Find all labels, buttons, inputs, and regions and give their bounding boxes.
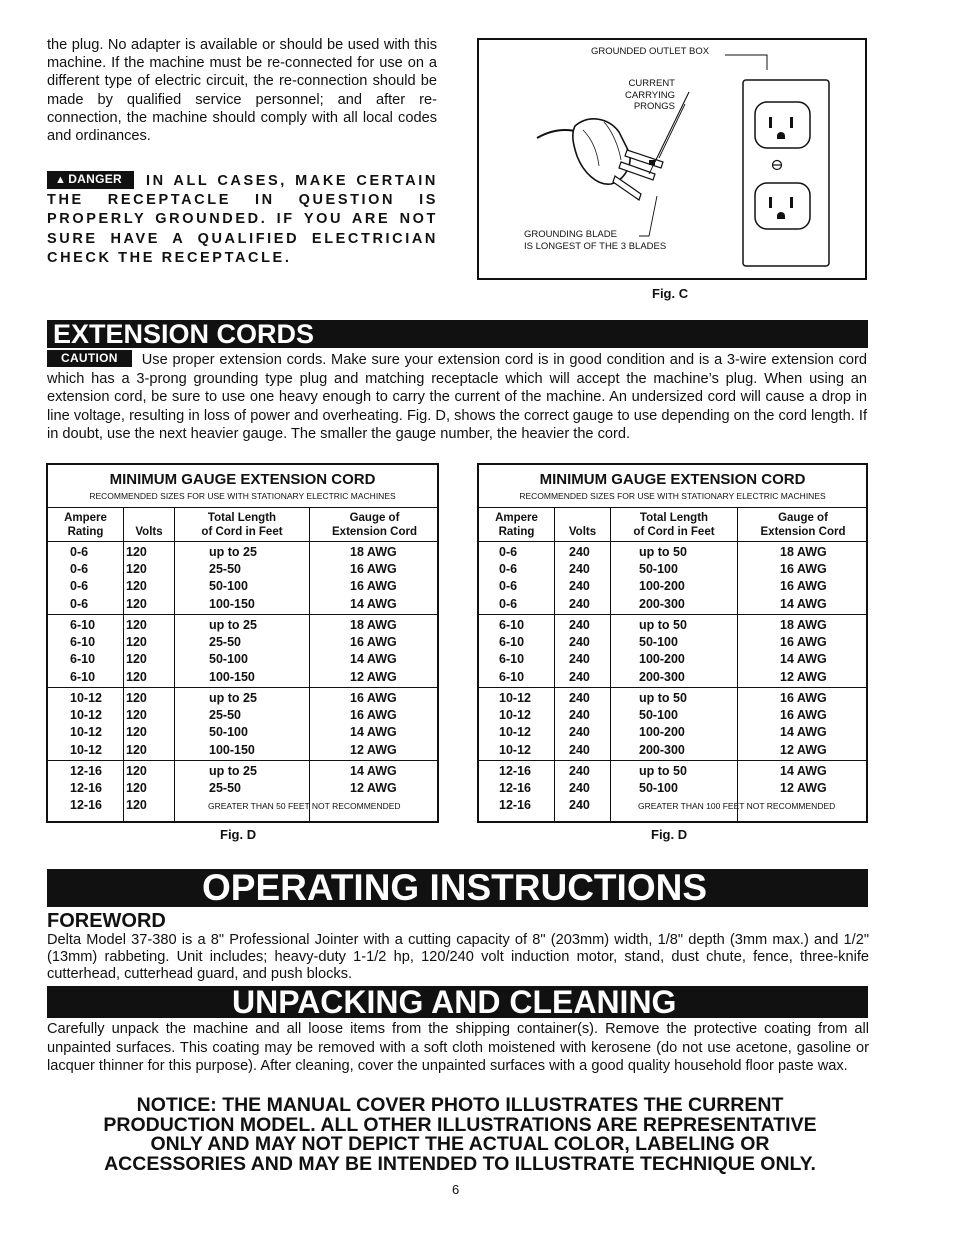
length-cell: 50-100 — [209, 579, 248, 594]
volts-cell: 240 — [569, 708, 590, 723]
gauge-cell: 16 AWG — [780, 708, 827, 723]
figure-d-label-left: Fig. D — [220, 827, 257, 842]
ampere-cell: 0-6 — [70, 596, 89, 611]
ampere-cell: 10-12 — [70, 708, 102, 723]
ampere-cell: 0-6 — [70, 545, 89, 559]
gauge-cell: 16 AWG — [350, 562, 397, 577]
length-cell: 50-100 — [209, 725, 248, 740]
danger-badge: ▲ DANGER — [47, 171, 134, 189]
length-cell: 200-300 — [639, 669, 685, 684]
ampere-cell: 6-10 — [499, 652, 525, 667]
length-cell: up to 50 — [639, 764, 687, 778]
length-cell: 25-50 — [209, 708, 241, 723]
volts-cell: 240 — [569, 669, 590, 684]
header-ampere-rating: Ampere Rating — [64, 512, 107, 538]
volts-cell: 240 — [569, 725, 590, 740]
notice-block — [20, 1096, 900, 1174]
gauge-cell: 14 AWG — [780, 764, 827, 778]
volts-cell: 240 — [569, 742, 590, 757]
length-cell: 100-200 — [639, 652, 685, 667]
extension-cords-heading: EXTENSION CORDS — [47, 320, 868, 348]
table-subtitle: RECOMMENDED SIZES FOR USE WITH STATIONARY ELECTRIC MACHINES — [89, 491, 396, 501]
danger-text: IN ALL CASES, MAKE CERTAIN THE RECEPTACLE IN QUESTION IS PROPERLY GROUNDED. IF YOU ARE NOT SURE HAVE A QUALIFIED ELECTRICIAN CHECK THE RECEPTACLE. — [47, 173, 438, 266]
volts-cell: 120 — [126, 742, 147, 757]
ampere-cell: 0-6 — [499, 579, 518, 594]
gauge-cell: 12 AWG — [350, 669, 397, 684]
length-cell: 50-100 — [639, 708, 678, 723]
volts-cell: 120 — [126, 781, 147, 796]
gauge-cell: 14 AWG — [350, 652, 397, 667]
length-cell: up to 25 — [209, 691, 257, 705]
gauge-table-120v — [46, 463, 439, 823]
table-title: MINIMUM GAUGE EXTENSION CORD — [539, 471, 806, 488]
volts-cell: 240 — [569, 618, 590, 632]
ampere-cell: 12-16 — [70, 764, 102, 778]
header-gauge: Gauge of Extension Cord — [332, 512, 417, 538]
intro-paragraph: the plug. No adapter is available or should be used with this machine. If the machine must be re-connected for use on a different type of electric circuit, the re-connection should be made by qualified service personnel; and after re-connection, the machine should comply with all local codes and ordinances. — [47, 37, 437, 145]
volts-cell: 240 — [569, 635, 590, 650]
danger-notice — [47, 171, 438, 268]
ampere-cell: 12-16 — [70, 798, 102, 813]
ampere-cell: 10-12 — [499, 708, 531, 723]
table-footnote: GREATER THAN 50 FEET NOT RECOMMENDED — [208, 801, 401, 811]
ampere-cell: 10-12 — [499, 691, 531, 705]
length-cell: 25-50 — [209, 562, 241, 577]
volts-cell: 240 — [569, 781, 590, 796]
gauge-cell: 14 AWG — [780, 596, 827, 611]
length-cell: 200-300 — [639, 596, 685, 611]
foreword-heading: FOREWORD — [47, 910, 166, 932]
callout-grounding-blade: GROUNDING BLADE IS LONGEST OF THE 3 BLADES — [524, 229, 667, 252]
unpacking-heading: UNPACKING AND CLEANING — [47, 986, 868, 1018]
volts-cell: 240 — [569, 652, 590, 667]
caution-text: Use proper extension cords. Make sure your extension cord is in good condition and is a 3-wire extension cord which has a 3-prong grounding type plug and matching receptacle which will accept the machine’s plug. When using an extension cord, be sure to use one heavy enough to carry the current of the machine. An undersized cord will cause a drop in line voltage, resulting in loss of power and overheating. Fig. D, shows the correct gauge to use depending on the cord length. If in doubt, use the next heavier gauge. The smaller the gauge number, the heavier the cord. — [47, 352, 867, 443]
volts-cell: 120 — [126, 669, 147, 684]
ampere-cell: 10-12 — [499, 742, 531, 757]
volts-cell: 240 — [569, 764, 590, 778]
header-volts: Volts — [568, 526, 597, 538]
gauge-cell: 16 AWG — [350, 635, 397, 650]
volts-cell: 120 — [126, 798, 147, 813]
gauge-cell: 18 AWG — [350, 618, 397, 632]
foreword-paragraph: Delta Model 37-380 is a 8" Professional Jointer with a cutting capacity of 8" (203mm) width, 1/8" depth (3mm max.) and 1/2" (13mm) rabbeting. Unit includes; heavy-duty 1-1/2 hp, 120/240 volt induction motor, stand, dust chute, fence, three-knife cutterhead, cutterhead guard, and push blocks. — [47, 932, 869, 982]
volts-cell: 120 — [126, 635, 147, 650]
volts-cell: 120 — [126, 596, 147, 611]
caution-paragraph — [47, 350, 867, 444]
header-total-length: Total Length of Cord in Feet — [633, 512, 715, 538]
ampere-cell: 6-10 — [70, 669, 96, 684]
volts-cell: 120 — [126, 764, 147, 778]
gauge-cell: 12 AWG — [350, 781, 397, 796]
gauge-cell: 16 AWG — [350, 691, 397, 705]
volts-cell: 120 — [126, 725, 147, 740]
table-title: MINIMUM GAUGE EXTENSION CORD — [109, 471, 376, 488]
volts-cell: 240 — [569, 545, 590, 559]
operating-instructions-heading: OPERATING INSTRUCTIONS — [47, 869, 868, 907]
ampere-cell: 6-10 — [499, 669, 525, 684]
gauge-cell: 14 AWG — [350, 764, 397, 778]
length-cell: 100-150 — [209, 669, 255, 684]
ampere-cell: 6-10 — [499, 618, 525, 632]
gauge-cell: 16 AWG — [780, 635, 827, 650]
ampere-cell: 10-12 — [70, 742, 102, 757]
header-volts: Volts — [135, 526, 163, 538]
table-subtitle: RECOMMENDED SIZES FOR USE WITH STATIONARY ELECTRIC MACHINES — [519, 491, 826, 501]
callout-grounded-outlet-box: GROUNDED OUTLET BOX — [591, 46, 710, 57]
length-cell: up to 50 — [639, 618, 687, 632]
table-footnote: GREATER THAN 100 FEET NOT RECOMMENDED — [638, 801, 836, 811]
gauge-cell: 12 AWG — [350, 742, 397, 757]
length-cell: up to 50 — [639, 545, 687, 559]
gauge-cell: 14 AWG — [350, 596, 397, 611]
figure-c-box — [477, 38, 867, 280]
callout-current-carrying-prongs: CURRENT CARRYING PRONGS — [625, 78, 675, 112]
ampere-cell: 6-10 — [70, 635, 96, 650]
volts-cell: 120 — [126, 691, 147, 705]
length-cell: up to 25 — [209, 618, 257, 632]
ampere-cell: 0-6 — [499, 596, 518, 611]
gauge-cell: 14 AWG — [350, 725, 397, 740]
volts-cell: 240 — [569, 562, 590, 577]
gauge-cell: 16 AWG — [780, 579, 827, 594]
ampere-cell: 12-16 — [499, 798, 531, 813]
length-cell: up to 25 — [209, 545, 257, 559]
gauge-cell: 16 AWG — [350, 708, 397, 723]
volts-cell: 120 — [126, 545, 147, 559]
volts-cell: 120 — [126, 562, 147, 577]
page-number: 6 — [452, 1182, 460, 1197]
volts-cell: 240 — [569, 596, 590, 611]
gauge-cell: 12 AWG — [780, 669, 827, 684]
length-cell: 25-50 — [209, 781, 241, 796]
length-cell: 100-200 — [639, 579, 685, 594]
length-cell: 100-200 — [639, 725, 685, 740]
ampere-cell: 0-6 — [70, 562, 89, 577]
volts-cell: 240 — [569, 798, 590, 813]
length-cell: 100-150 — [209, 596, 255, 611]
notice-line: ONLY AND MAY NOT DEPICT THE ACTUAL COLOR, LABELING OR — [150, 1133, 770, 1155]
volts-cell: 240 — [569, 579, 590, 594]
volts-cell: 120 — [126, 579, 147, 594]
gauge-table-240v — [477, 463, 868, 823]
length-cell: 50-100 — [639, 635, 678, 650]
header-total-length: Total Length of Cord in Feet — [201, 512, 283, 538]
ampere-cell: 10-12 — [70, 725, 102, 740]
length-cell: 50-100 — [209, 652, 248, 667]
ampere-cell: 0-6 — [70, 579, 89, 594]
gauge-cell: 18 AWG — [350, 545, 397, 559]
unpacking-paragraph: Carefully unpack the machine and all loose items from the shipping container(s). Remove the protective coating from all unpainted surfaces. This coating may be removed with a soft cloth moistened with kerosene (do not use acetone, gasoline or lacquer thinner for this purpose). After cleaning, cover the unpainted surfaces with a good quality household floor paste wax. — [47, 1021, 869, 1075]
length-cell: 50-100 — [639, 781, 678, 796]
ampere-cell: 6-10 — [70, 618, 96, 632]
gauge-cell: 12 AWG — [780, 742, 827, 757]
notice-line: PRODUCTION MODEL. ALL OTHER ILLUSTRATIONS ARE REPRESENTATIVE — [103, 1113, 817, 1136]
volts-cell: 240 — [569, 691, 590, 705]
volts-cell: 120 — [126, 708, 147, 723]
length-cell: 50-100 — [639, 562, 678, 577]
gauge-cell: 14 AWG — [780, 652, 827, 667]
caution-badge: CAUTION — [47, 350, 132, 367]
ampere-cell: 12-16 — [499, 764, 531, 778]
ampere-cell: 12-16 — [499, 781, 531, 796]
gauge-cell: 18 AWG — [780, 545, 827, 559]
ampere-cell: 6-10 — [499, 635, 525, 650]
ampere-cell: 10-12 — [499, 725, 531, 740]
ampere-cell: 0-6 — [499, 545, 518, 559]
gauge-cell: 16 AWG — [350, 579, 397, 594]
ampere-cell: 0-6 — [499, 562, 518, 577]
volts-cell: 120 — [126, 618, 147, 632]
figure-c-label: Fig. C — [652, 286, 689, 301]
header-gauge: Gauge of Extension Cord — [760, 512, 846, 538]
notice-line: ACCESSORIES AND MAY BE INTENDED TO ILLUSTRATE TECHNIQUE ONLY. — [104, 1152, 816, 1175]
gauge-cell: 12 AWG — [780, 781, 827, 796]
ampere-cell: 10-12 — [70, 691, 102, 705]
gauge-cell: 16 AWG — [780, 562, 827, 577]
gauge-cell: 16 AWG — [780, 691, 827, 705]
notice-line: NOTICE: THE MANUAL COVER PHOTO ILLUSTRATES THE CURRENT — [136, 1094, 784, 1116]
length-cell: 100-150 — [209, 742, 255, 757]
header-ampere-rating: Ampere Rating — [495, 512, 538, 538]
length-cell: 25-50 — [209, 635, 241, 650]
warning-triangle-icon: ▲ — [55, 174, 67, 186]
ampere-cell: 12-16 — [70, 781, 102, 796]
figure-d-label-right: Fig. D — [651, 827, 688, 842]
length-cell: 200-300 — [639, 742, 685, 757]
ampere-cell: 6-10 — [70, 652, 96, 667]
length-cell: up to 50 — [639, 691, 687, 705]
length-cell: up to 25 — [209, 764, 257, 778]
gauge-cell: 18 AWG — [780, 618, 827, 632]
gauge-cell: 14 AWG — [780, 725, 827, 740]
volts-cell: 120 — [126, 652, 147, 667]
